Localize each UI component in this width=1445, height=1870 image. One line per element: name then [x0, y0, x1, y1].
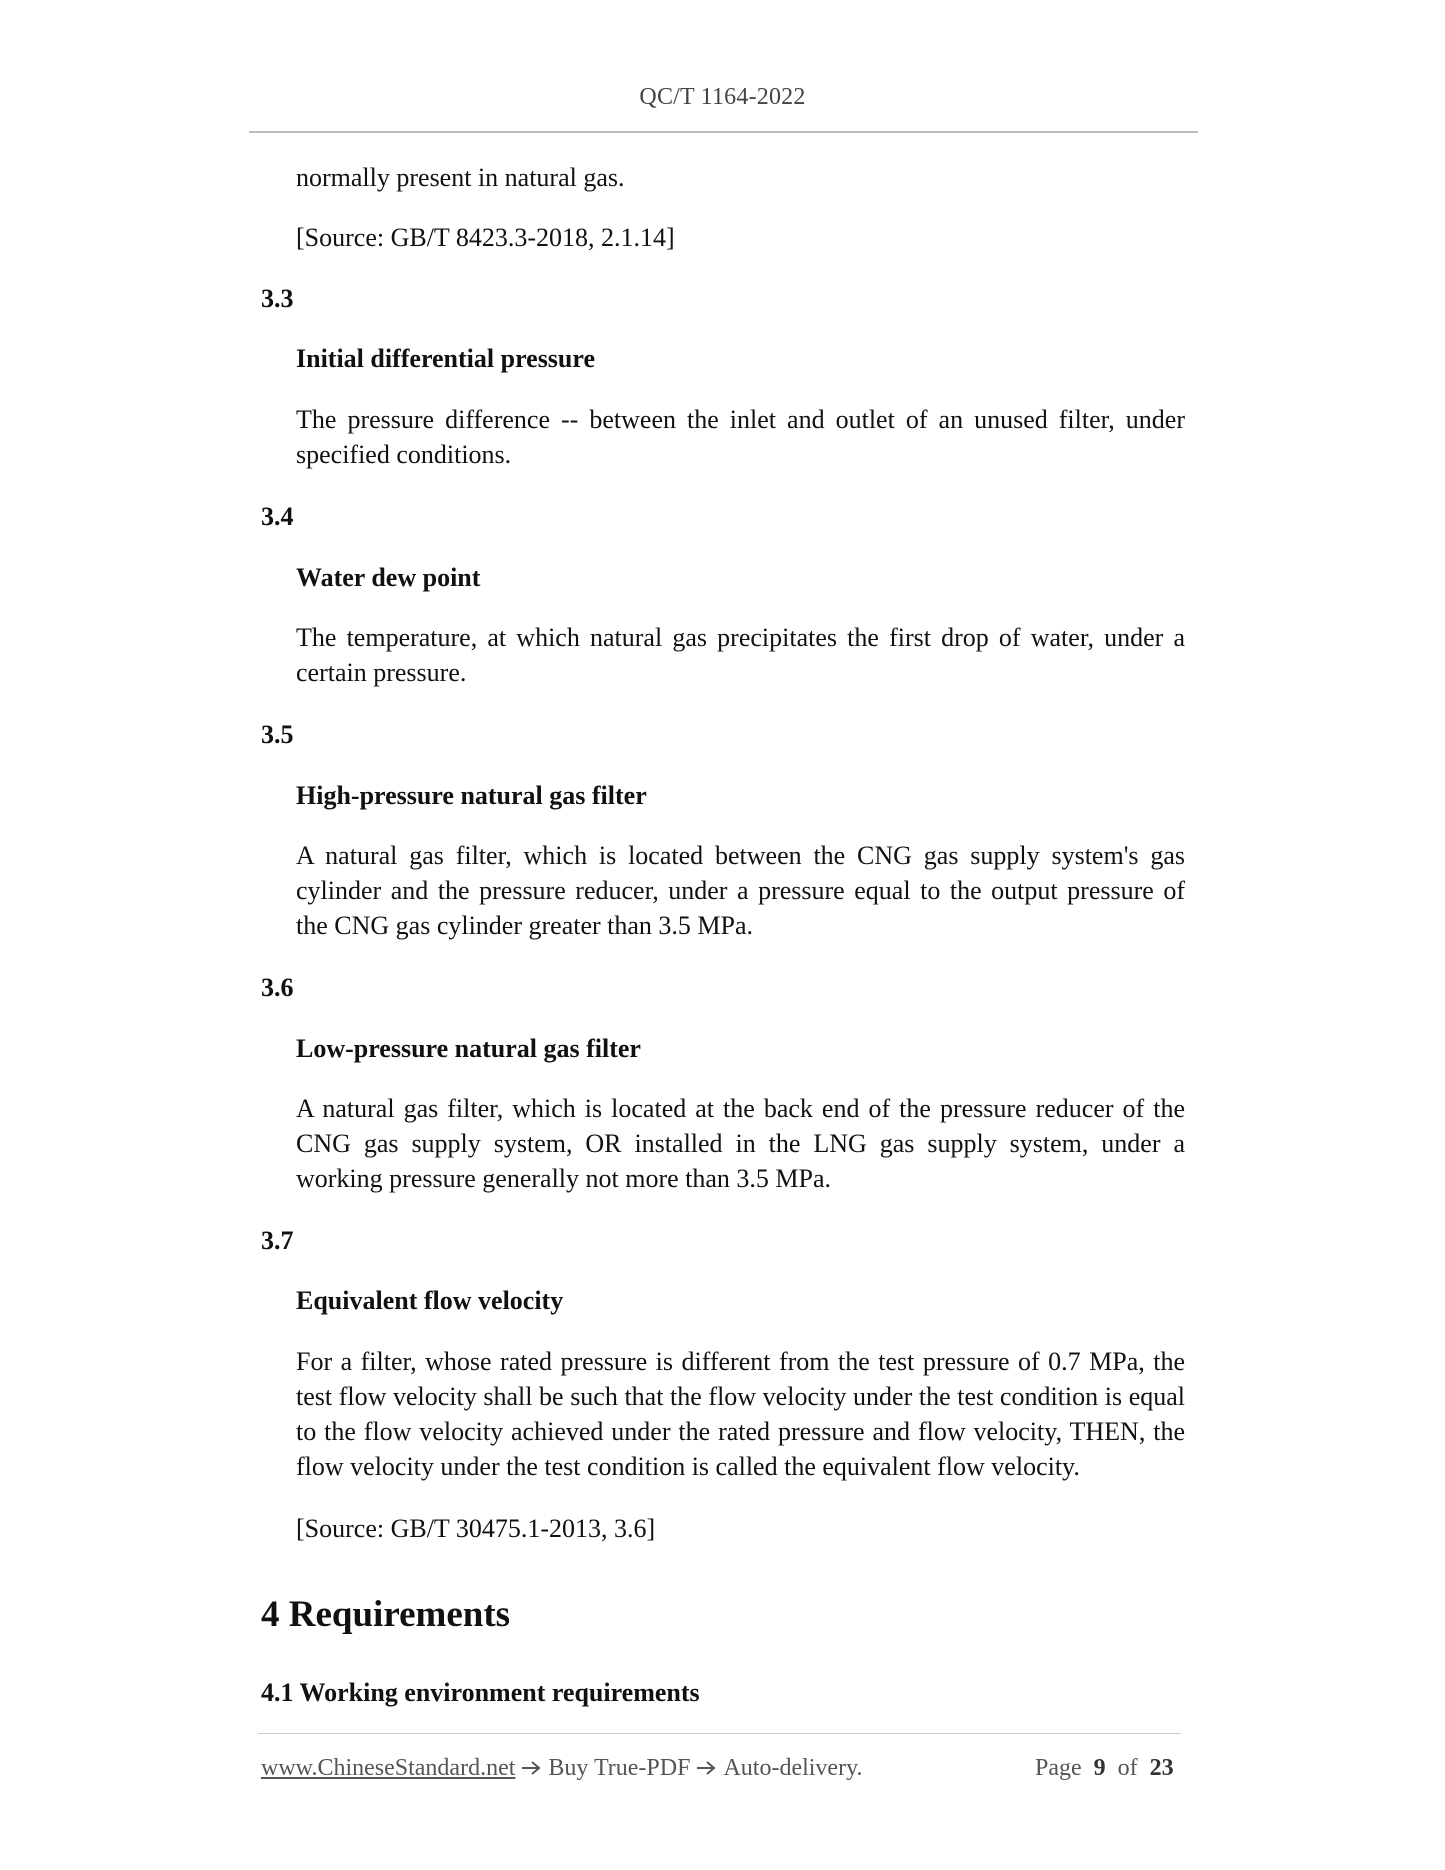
definition-line: For a filter, whose rated pressure is different from the test pressure of 0.7 MPa, the — [296, 1347, 1185, 1376]
intro-line: normally present in natural gas. — [296, 163, 625, 192]
definition-line: The pressure difference -- between the inlet and outlet of an unused filter, under — [296, 405, 1185, 434]
term-title: Equivalent flow velocity — [296, 1286, 564, 1315]
term-number: 3.7 — [261, 1226, 294, 1255]
section-heading: 4 Requirements — [261, 1594, 511, 1635]
term-definition — [296, 620, 1185, 690]
term-number: 3.5 — [261, 720, 294, 749]
delivery-text: Auto-delivery. — [723, 1755, 863, 1781]
term-definition — [296, 838, 1185, 943]
term-title: Water dew point — [296, 563, 481, 592]
definition-line: to the flow velocity achieved under the rated pressure and flow velocity, THEN, the — [296, 1417, 1185, 1446]
term-source: [Source: GB/T 30475.1-2013, 3.6] — [296, 1514, 656, 1543]
term-definition — [296, 1091, 1185, 1196]
definition-line: working pressure generally not more than 3.5 MPa. — [296, 1164, 832, 1193]
definition-line: The temperature, at which natural gas precipitates the first drop of water, under a — [296, 623, 1185, 652]
page-of: of — [1117, 1755, 1138, 1781]
term-title: High-pressure natural gas filter — [296, 781, 647, 810]
page-indicator — [1035, 1752, 1174, 1784]
definition-line: the CNG gas cylinder greater than 3.5 MPa. — [296, 911, 754, 940]
footer-divider — [258, 1733, 1181, 1734]
definition-line: CNG gas supply system, OR installed in the LNG gas supply system, under a — [296, 1129, 1185, 1158]
term-number: 3.6 — [261, 973, 294, 1002]
term-number: 3.3 — [261, 284, 294, 313]
term-number: 3.4 — [261, 502, 294, 531]
right-arrow-icon — [521, 1760, 542, 1776]
page-total: 23 — [1149, 1755, 1174, 1781]
term-definition — [296, 1344, 1185, 1484]
term-definition — [296, 402, 1185, 472]
right-arrow-icon — [696, 1760, 717, 1776]
intro-source: [Source: GB/T 8423.3-2018, 2.1.14] — [296, 223, 675, 252]
term-title: Low-pressure natural gas filter — [296, 1034, 641, 1063]
buy-text: Buy True-PDF — [548, 1755, 691, 1781]
page-label: Page — [1035, 1755, 1082, 1781]
term-title: Initial differential pressure — [296, 344, 595, 373]
definition-line: A natural gas filter, which is located at the back end of the pressure reducer of the — [296, 1094, 1185, 1123]
running-header: QC/T 1164-2022 — [639, 84, 806, 110]
definition-line: test flow velocity shall be such that the flow velocity under the test condition is equal — [296, 1382, 1185, 1411]
header-divider — [249, 131, 1198, 133]
definition-line: specified conditions. — [296, 440, 512, 469]
subsection-heading: 4.1 Working environment requirements — [261, 1678, 700, 1707]
definition-line: cylinder and the pressure reducer, under a pressure equal to the output pressure of — [296, 876, 1185, 905]
definition-line: flow velocity under the test condition is called the equivalent flow velocity. — [296, 1452, 1080, 1481]
site-link[interactable]: www.ChineseStandard.net — [261, 1755, 516, 1781]
footer-promo — [261, 1752, 863, 1784]
page-current: 9 — [1093, 1755, 1106, 1781]
definition-line: A natural gas filter, which is located between the CNG gas supply system's gas — [296, 841, 1185, 870]
definition-line: certain pressure. — [296, 658, 467, 687]
